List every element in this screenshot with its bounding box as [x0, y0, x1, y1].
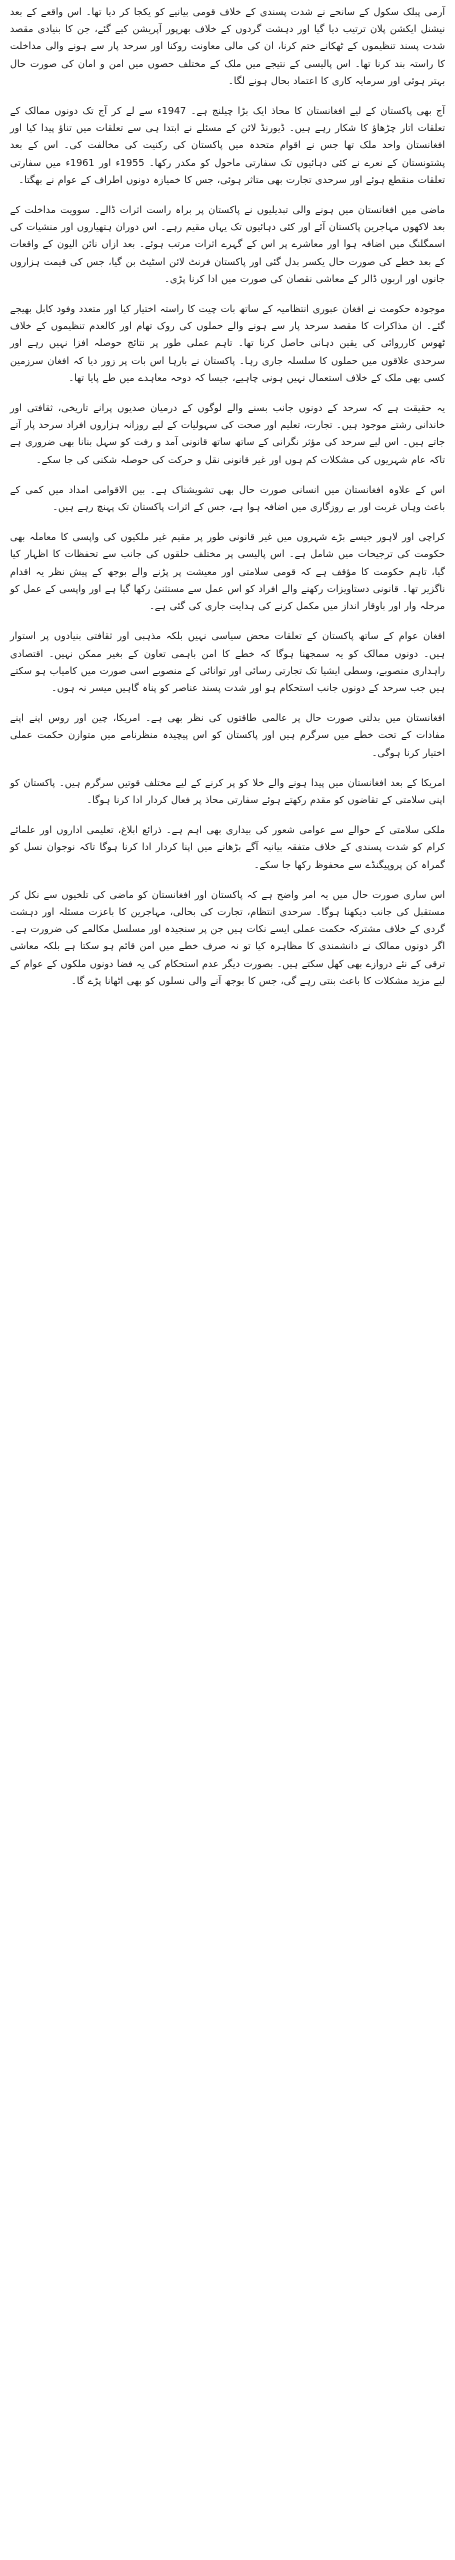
- article-paragraph: کراچی اور لاہور جیسے بڑے شہروں میں غیر قانونی طور پر مقیم غیر ملکیوں کی واپسی کا معاملہ بھی حکومت کی ترجیحات میں شامل ہے۔ اس پالیسی پر مختلف حلقوں کی جانب سے تحفظات کا اظہار کیا گیا، تاہم حکومت کا مؤقف ہے کہ قومی سلامتی اور معیشت پر پڑنے والے بوجھ کے پیش نظر یہ اقدام ناگزیر تھا۔ قانونی دستاویزات رکھنے والے افراد کو اس عمل سے مستثنیٰ رکھا گیا ہے اور واپسی کے عمل کو مرحلہ وار اور باوقار انداز میں مکمل کرنے کی ہدایت جاری کی گئی ہے۔: [10, 532, 445, 613]
- article-paragraph: اس کے علاوہ افغانستان میں انسانی صورت حال بھی تشویشناک ہے۔ بین الاقوامی امداد میں کمی کے باعث وہاں غربت اور بے روزگاری میں اضافہ ہوا ہے، جس کے اثرات پاکستان تک پہنچ رہے ہیں۔: [10, 484, 445, 514]
- article-paragraph: ملکی سلامتی کے حوالے سے عوامی شعور کی بیداری بھی اہم ہے۔ ذرائع ابلاغ، تعلیمی اداروں اور علمائے کرام کو شدت پسندی کے خلاف متفقہ بیانیہ آگے بڑھانے میں اپنا کردار ادا کرنا ہوگا تاکہ نوجوان نسل کو گمراہ کن پروپیگنڈے سے محفوظ رکھا جا سکے۔: [10, 825, 445, 871]
- article-paragraph: افغان عوام کے ساتھ پاکستان کے تعلقات محض سیاسی نہیں بلکہ مذہبی اور ثقافتی بنیادوں پر استوار ہیں۔ دونوں ممالک کو یہ سمجھنا ہوگا کہ خطے کا امن باہمی تعاون کے بغیر ممکن نہیں۔ اقتصادی راہداری منصوبے، وسطی ایشیا تک تجارتی رسائی اور توانائی کے منصوبے اسی صورت میں کامیاب ہو سکتے ہیں جب سرحد کے دونوں جانب استحکام ہو اور شدت پسند عناصر کو پناہ گاہیں میسر نہ ہوں۔: [10, 631, 445, 694]
- article-paragraph: اس ساری صورت حال میں یہ امر واضح ہے کہ پاکستان اور افغانستان کو ماضی کی تلخیوں سے نکل کر مستقبل کی جانب دیکھنا ہوگا۔ سرحدی انتظام، تجارت کی بحالی، مہاجرین کا باعزت مسئلہ اور دہشت گردی کے خلاف مشترکہ حکمت عملی ایسے نکات ہیں جن پر سنجیدہ اور مسلسل مکالمے کی ضرورت ہے۔ اگر دونوں ممالک نے دانشمندی کا مظاہرہ کیا تو نہ صرف خطے میں امن قائم ہو سکتا ہے بلکہ معاشی ترقی کے نئے دروازے بھی کھل سکتے ہیں۔ بصورت دیگر عدم استحکام کی یہ فضا دونوں ملکوں کے عوام کے لیے مزید مشکلات کا باعث بنتی رہے گی، جس کا بوجھ آنے والی نسلوں کو بھی اٹھانا پڑے گا۔: [10, 889, 445, 987]
- article-paragraph: آج بھی پاکستان کے لیے افغانستان کا محاذ ایک بڑا چیلنج ہے۔ 1947ء سے لے کر آج تک دونوں ممالک کے تعلقات اتار چڑھاؤ کا شکار رہے ہیں۔ ڈیورنڈ لائن کے مسئلے نے ابتدا ہی سے تعلقات میں تناؤ پیدا کیا اور افغانستان واحد ملک تھا جس نے اقوام متحدہ میں پاکستان کی رکنیت کی مخالفت کی۔ اس کے بعد پشتونستان کے نعرے نے کئی دہائیوں تک سفارتی ماحول کو مکدر رکھا۔ 1955ء اور 1961ء میں سفارتی تعلقات منقطع ہوئے اور سرحدی تجارت بھی متاثر ہوئی، جس کا خمیازہ دونوں اطراف کے عوام نے بھگتا۔: [10, 106, 446, 186]
- article-paragraph: موجودہ حکومت نے افغان عبوری انتظامیہ کے ساتھ بات چیت کا راستہ اختیار کیا اور متعدد وفود کابل بھیجے گئے۔ ان مذاکرات کا مقصد سرحد پار سے ہونے والے حملوں کی روک تھام اور کالعدم تنظیموں کے خلاف ٹھوس کارروائی کی یقین دہانی حاصل کرنا تھا۔ تاہم عملی طور پر نتائج حوصلہ افزا نہیں رہے اور سرحدی علاقوں میں حملوں کا سلسلہ جاری رہا۔ پاکستان نے بارہا اس بات پر زور دیا کہ افغان سرزمین کسی بھی ملک کے خلاف استعمال نہیں ہونی چاہیے، جیسا کہ دوحہ معاہدے میں طے پایا تھا۔: [10, 304, 445, 384]
- article-paragraph: امریکا کے بعد افغانستان میں پیدا ہونے والے خلا کو پر کرنے کے لیے مختلف قوتیں سرگرم ہیں۔ پاکستان کو اپنی سلامتی کے تقاضوں کو مقدم رکھتے ہوئے سفارتی محاذ پر فعال کردار ادا کرنا ہوگا۔: [10, 777, 445, 806]
- article-paragraph: افغانستان میں بدلتی صورت حال پر عالمی طاقتوں کی نظر بھی ہے۔ امریکا، چین اور روس اپنے اپنے مفادات کے تحت خطے میں سرگرم ہیں اور پاکستان کو اس پیچیدہ منظرنامے میں متوازن حکمت عملی اختیار کرنا ہوگی۔: [10, 713, 445, 759]
- article-paragraph: یہ حقیقت ہے کہ سرحد کے دونوں جانب بسنے والے لوگوں کے درمیان صدیوں پرانے تاریخی، ثقافتی اور خاندانی رشتے موجود ہیں۔ تجارت، تعلیم اور صحت کی سہولیات کے لیے روزانہ ہزاروں افراد سرحد پار آتے جاتے ہیں۔ اس لیے سرحد کی مؤثر نگرانی کے ساتھ ساتھ قانونی آمد و رفت کو سہل بنانا بھی ضروری ہے تاکہ عام شہریوں کی مشکلات کم ہوں اور غیر قانونی نقل و حرکت کی حوصلہ شکنی کی جا سکے۔: [10, 403, 445, 466]
- article-paragraph: آرمی پبلک سکول کے سانحے نے شدت پسندی کے خلاف قومی بیانیے کو یکجا کر دیا تھا۔ اس واقعے کے بعد نیشنل ایکشن پلان ترتیب دیا گیا اور دہشت گردوں کے خلاف بھرپور آپریشن کیے گئے، جن کا بنیادی مقصد شدت پسند تنظیموں کے ٹھکانے ختم کرنا، ان کی مالی معاونت روکنا اور سرحد پار سے ہونے والی مداخلت کا راستہ بند کرنا تھا۔ اس پالیسی کے نتیجے میں ملک کے مختلف حصوں میں امن و امان کی صورت حال بہتر ہوئی اور سرمایہ کاری کا اعتماد بحال ہونے لگا۔: [10, 7, 445, 87]
- article-paragraph: ماضی میں افغانستان میں ہونے والی تبدیلیوں نے پاکستان پر براہ راست اثرات ڈالے۔ سوویت مداخلت کے بعد لاکھوں مہاجرین پاکستان آئے اور کئی دہائیوں تک یہاں مقیم رہے۔ اس دوران ہتھیاروں اور منشیات کی اسمگلنگ میں اضافہ ہوا اور معاشرے پر اس کے گہرے اثرات مرتب ہوئے۔ بعد ازاں نائن الیون کے واقعات کے بعد خطے کی صورت حال یکسر بدل گئی اور پاکستان فرنٹ لائن اسٹیٹ بن گیا، جس کی قیمت ہزاروں جانوں اور اربوں ڈالر کے معاشی نقصان کی صورت میں ادا کرنا پڑی۔: [10, 205, 445, 285]
- article-body: [10, 0, 445, 990]
